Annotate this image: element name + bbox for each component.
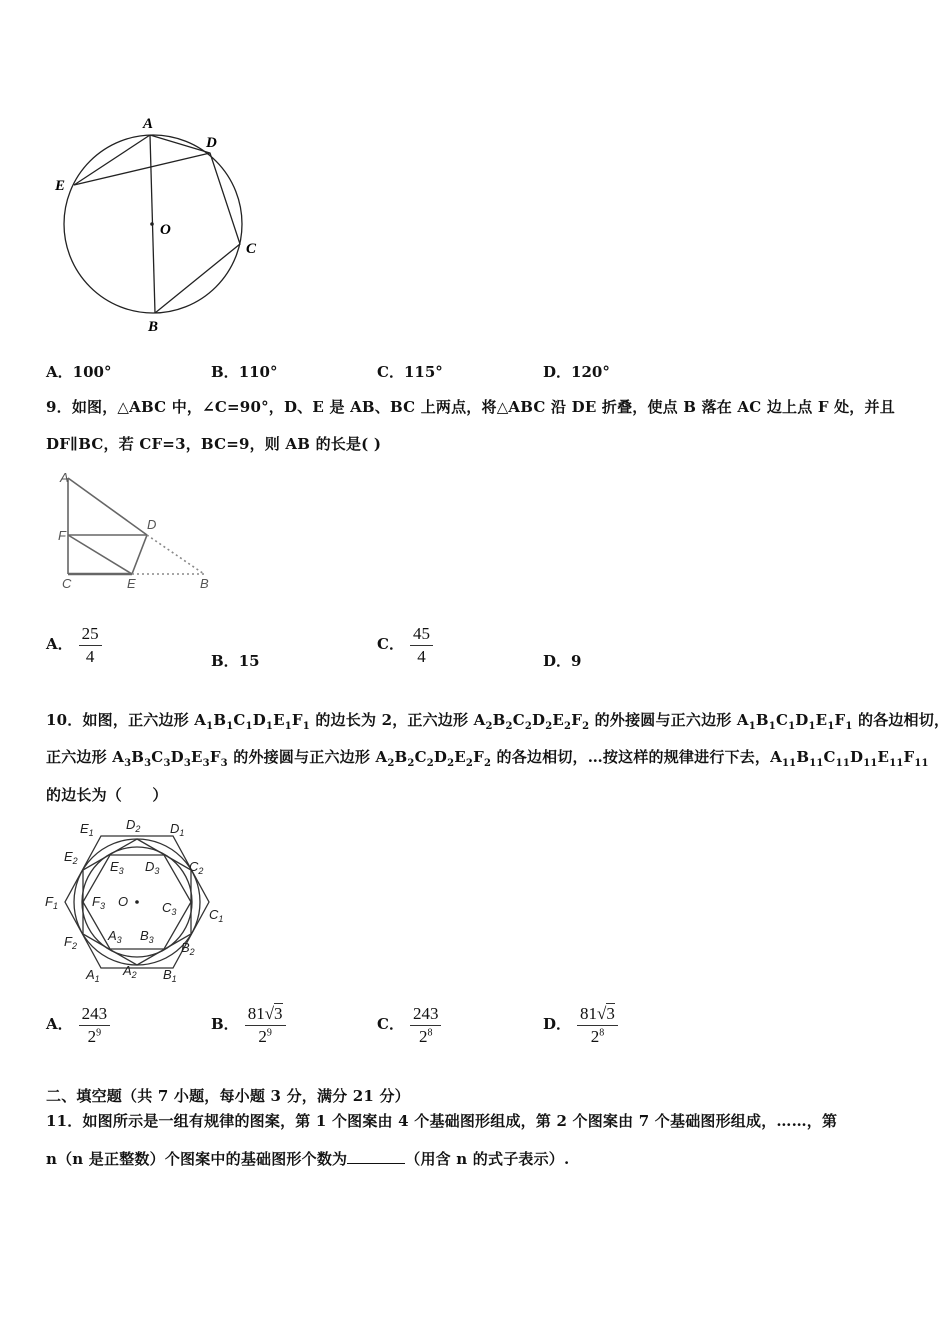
sqrt-sign: √ — [597, 1004, 607, 1023]
subscript: 2 — [582, 721, 590, 732]
label-c1: $C_1$ — [209, 907, 224, 924]
label-f3: $F_3$ — [92, 894, 105, 911]
label-a3: $A_3$ — [108, 928, 122, 945]
subscript: 1 — [302, 721, 310, 732]
subscript: 11 — [914, 758, 929, 769]
subscript: 1 — [284, 721, 292, 732]
center-dot — [150, 222, 154, 226]
subscript: 1 — [845, 721, 853, 732]
segment-de — [132, 535, 147, 574]
label-e3: $E_3$ — [110, 859, 124, 876]
subscript: 3 — [183, 758, 191, 769]
label-e1: $E_1$ — [80, 821, 94, 838]
label-b3: $B_3$ — [140, 928, 154, 945]
q8-option-a: A．100° — [46, 363, 112, 381]
subscript: 1 — [827, 721, 835, 732]
label-e: E — [127, 576, 136, 591]
label-d3: $D_3$ — [145, 859, 160, 876]
q9-text-line1: 9．如图，△ABC 中，∠C=90°，D、E 是 AB、BC 上两点，将△ABC 沿 DE 折叠，使点 B 落在 AC 边上点 F 处，并且 — [46, 398, 895, 416]
label-o: O — [160, 222, 171, 238]
label-d: D — [206, 135, 217, 151]
label-b: B — [148, 319, 159, 335]
q8-option-b: B．110° — [211, 363, 278, 381]
label-a1: $A_1$ — [86, 967, 100, 984]
subscript: 2 — [545, 721, 553, 732]
center-dot — [135, 900, 139, 904]
q9-option-b: B．15 — [211, 652, 260, 670]
q11-text-line2: n（n 是正整数）个图案中的基础图形个数为 （用含 n 的式子表示）. — [46, 1150, 570, 1168]
label-c: C — [62, 576, 72, 591]
sqrt-sign: √ — [264, 1004, 275, 1023]
subscript: 1 — [808, 721, 816, 732]
subscript: 3 — [124, 758, 132, 769]
subscript: 1 — [768, 721, 776, 732]
subscript: 1 — [788, 721, 796, 732]
q10-hexagon-figure — [42, 816, 232, 986]
fraction: $\frac{243}{2^9}$ — [79, 1004, 111, 1046]
q8-option-c: C．115° — [377, 363, 443, 381]
subscript: 2 — [426, 758, 434, 769]
q11-text-line1: 11．如图所示是一组有规律的图案，第 1 个图案由 4 个基础图形组成，第 2 个图案由 7 个基础图形组成，……，第 — [46, 1112, 838, 1130]
q10-option-c: C． $\frac{243}{2^8}$ — [377, 1004, 441, 1046]
q10-text-line2: 正六边形 $A_3B_3C_3D_3E_3F_3$ 的外接圆与正六边形 $A_2B_2C_2D_2E_2F_2$ 的各边相切，…按这样的规律进行下去，$A_{11}B_{11}C_{11}D_{11}E_{11}F_{11}$ — [46, 748, 929, 769]
subscript: 2 — [524, 721, 533, 732]
chord-ae — [74, 135, 150, 185]
subscript: 11 — [889, 758, 904, 769]
subscript: 2 — [465, 758, 474, 769]
subscript: 3 — [220, 758, 228, 769]
subscript: 1 — [226, 721, 234, 732]
label-f2: $F_2$ — [64, 934, 77, 951]
label-b: B — [200, 576, 209, 591]
subscript: 2 — [505, 721, 513, 732]
q10-option-a: A． $\frac{243}{2^9}$ — [46, 1004, 110, 1046]
subscript: 2 — [407, 758, 415, 769]
label-b2: $B_2$ — [181, 940, 195, 957]
q8-circle-figure — [40, 110, 280, 340]
label-a: A — [143, 116, 154, 132]
label-f1: $F_1$ — [45, 894, 58, 911]
subscript: 1 — [206, 721, 214, 732]
label-c3: $C_3$ — [162, 900, 177, 917]
subscript: 2 — [387, 758, 395, 769]
q8-option-d: D．120° — [543, 363, 610, 381]
subscript: 11 — [809, 758, 824, 769]
label-d1: $D_1$ — [170, 821, 185, 838]
label-b1: $B_1$ — [163, 967, 177, 984]
q10-text-line1: 10．如图，正六边形 $A_1B_1C_1D_1E_1F_1$ 的边长为 2，正六边形 $A_2B_2C_2D_2E_2F_2$ 的外接圆与正六边形 $A_1B_1C_1D_1E_1F_1$ 的各边相切， — [46, 711, 950, 732]
label-a2: $A_2$ — [123, 963, 137, 980]
answer-blank[interactable] — [347, 1151, 405, 1164]
segment-fe — [68, 535, 132, 574]
subscript: 1 — [748, 721, 756, 732]
label-c2: $C_2$ — [189, 859, 204, 876]
fraction: $\frac{81√3}{2^8}$ — [577, 1004, 618, 1046]
section2-heading: 二、填空题（共 7 小题，每小题 3 分，满分 21 分） — [46, 1087, 410, 1105]
q10-text-line3: 的边长为（ ） — [46, 786, 168, 804]
dotted-db — [147, 535, 204, 574]
fraction: $\frac{81√3}{2^9}$ — [245, 1004, 286, 1046]
label-e: E — [55, 178, 66, 194]
subscript: 3 — [163, 758, 171, 769]
subscript: 11 — [781, 758, 797, 769]
subscript: 2 — [483, 758, 492, 769]
label-o: O — [118, 894, 129, 909]
subscript: 11 — [835, 758, 850, 769]
q10-option-b: B． $\frac{81√3}{2^9}$ — [211, 1004, 286, 1046]
q10-option-d: D． $\frac{81√3}{2^8}$ — [543, 1004, 618, 1046]
q9-option-a: A． $\frac{25}{4}$ — [46, 624, 102, 666]
subscript: 1 — [245, 721, 253, 732]
label-a: A — [60, 470, 69, 485]
q9-option-c: C． $\frac{45}{4}$ — [377, 624, 433, 666]
q9-option-d: D．9 — [543, 652, 582, 670]
q9-text-line2: DF∥BC，若 CF=3，BC=9，则 AB 的长是( ) — [46, 435, 382, 453]
fraction: $\frac{243}{2^8}$ — [410, 1004, 442, 1046]
fraction: $\frac{25}{4}$ — [79, 624, 102, 666]
label-d: D — [147, 517, 157, 532]
segment-ad — [68, 478, 147, 535]
subscript: 2 — [485, 721, 493, 732]
subscript: 11 — [863, 758, 878, 769]
subscript: 3 — [144, 758, 152, 769]
subscript: 1 — [265, 721, 274, 732]
label-d2: $D_2$ — [126, 817, 141, 834]
subscript: 2 — [447, 758, 455, 769]
q9-triangle-figure — [52, 468, 222, 598]
subscript: 3 — [202, 758, 210, 769]
fraction: $\frac{45}{4}$ — [410, 624, 433, 666]
label-e2: $E_2$ — [64, 849, 78, 866]
subscript: 2 — [564, 721, 572, 732]
label-f: F — [58, 528, 66, 543]
label-c: C — [246, 241, 257, 257]
